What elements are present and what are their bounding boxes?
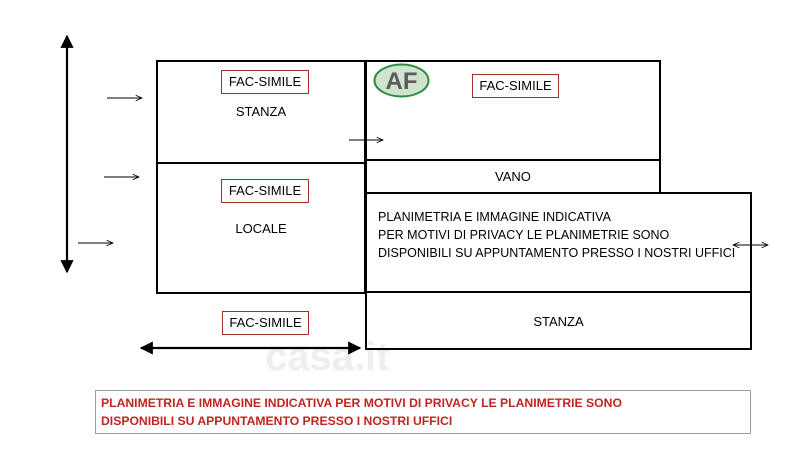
label-stanza-bottom: STANZA (533, 314, 584, 329)
privacy-banner-line-2: DISPONIBILI SU APPUNTAMENTO PRESSO I NOSTRI UFFICI (101, 414, 453, 428)
privacy-banner-line-1: PLANIMETRIA E IMMAGINE INDICATIVA PER MOTIVI DI PRIVACY LE PLANIMETRIE SONO (101, 396, 622, 410)
logo-text: AF (385, 68, 418, 95)
fac-simile-stamp-3: FAC-SIMILE (221, 179, 309, 203)
privacy-note-line-1: PLANIMETRIA E IMMAGINE INDICATIVA (378, 210, 611, 224)
label-vano: VANO (495, 169, 531, 184)
label-stanza-top: STANZA (235, 104, 287, 119)
fac-simile-stamp-4: FAC-SIMILE (222, 311, 309, 335)
fac-simile-stamp-1: FAC-SIMILE (221, 70, 309, 94)
privacy-banner (95, 390, 751, 434)
fac-simile-stamp-2: FAC-SIMILE (472, 74, 559, 98)
privacy-note-line-3: DISPONIBILI SU APPUNTAMENTO PRESSO I NOSTRI UFFICI (378, 246, 736, 260)
watermark: casa.it (265, 335, 390, 379)
privacy-note-line-2: PER MOTIVI DI PRIVACY LE PLANIMETRIE SONO (378, 228, 670, 242)
label-locale: LOCALE (235, 221, 287, 236)
